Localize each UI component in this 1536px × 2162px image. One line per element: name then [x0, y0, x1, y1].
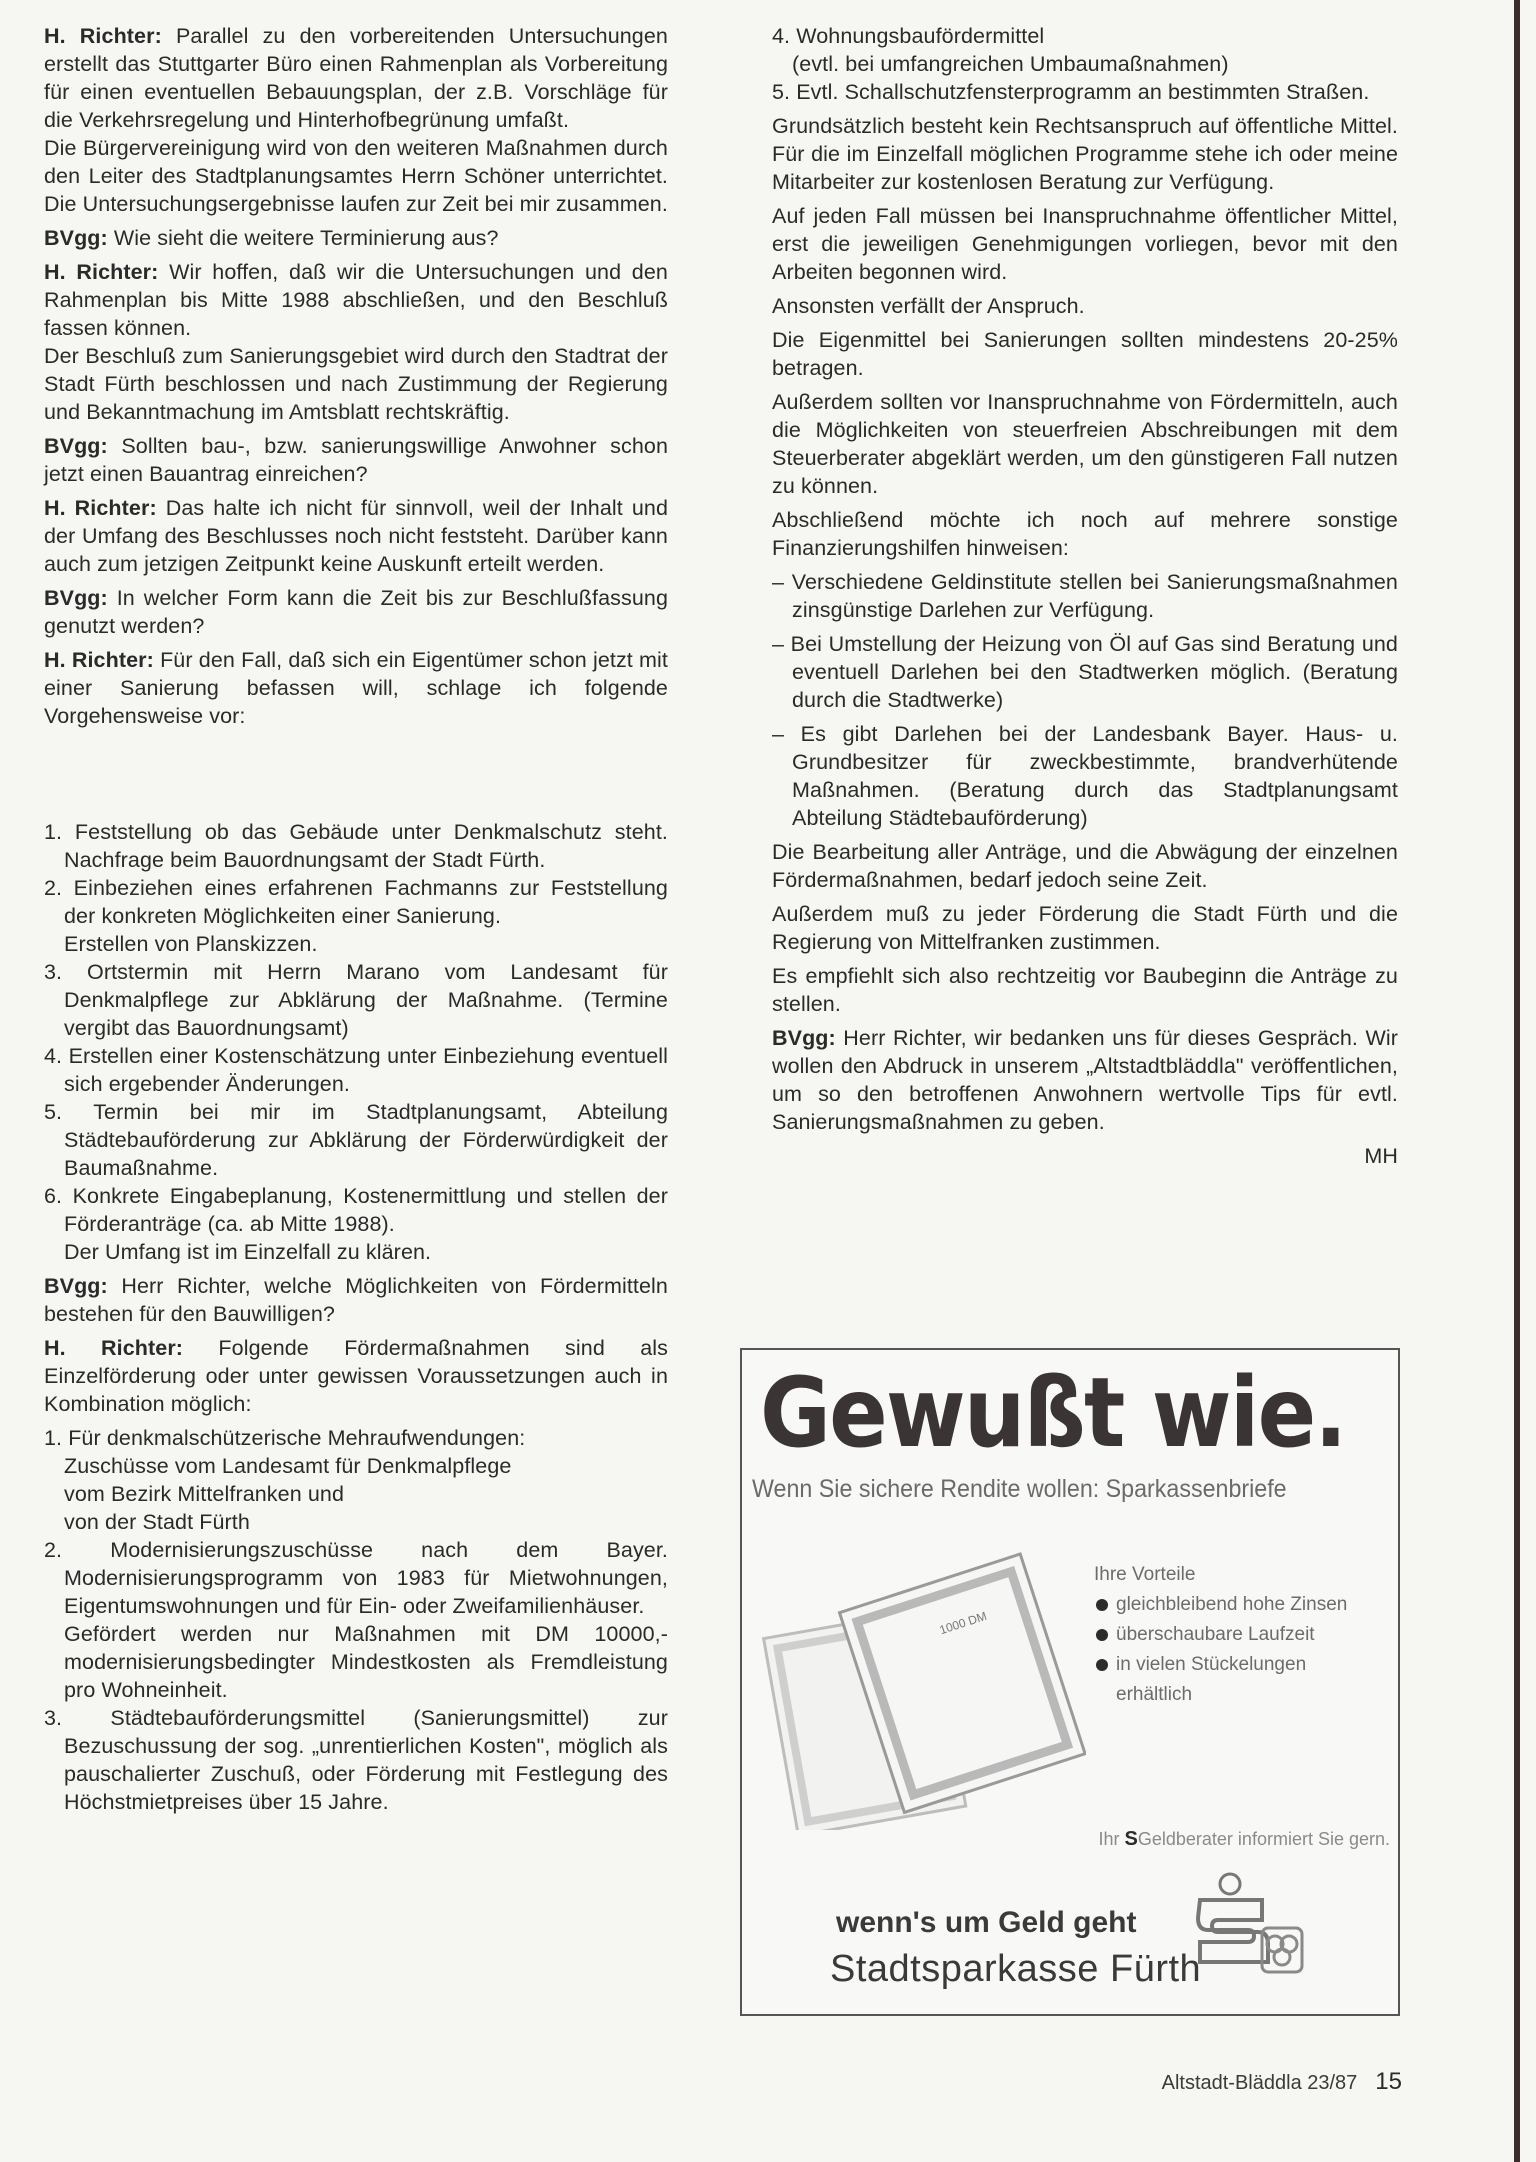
paragraph-text: Herr Richter, wir bedanken uns für dieses Gespräch. Wir wollen den Abdruck in unserem „Altstadtbläddla" veröffentlichen, um so den betroffenen Anwohnern wertvolle Tips für evtl. Sanierungsmaßnahmen zu geben. [772, 1026, 1398, 1134]
page-number: 15 [1375, 2068, 1402, 2095]
procedure-item: 4. Erstellen einer Kostenschätzung unter Einbeziehung eventuell sich ergebender Änderungen. [44, 1044, 668, 1096]
speaker-label: H. Richter: [44, 496, 157, 520]
page-footer [1112, 2068, 1402, 2096]
paragraph: Die Bearbeitung aller Anträge, und die Abwägung der einzelnen Fördermaßnahmen, bedarf jedoch seine Zeit. [772, 840, 1398, 892]
funding-item: 2. Modernisierungszuschüsse nach dem Bayer. Modernisierungsprogramm von 1983 für Mietwohnungen, Eigentumswohnungen und für Ein- oder Zweifamilienhäuser. Gefördert werden nur Maßnahmen mit DM 10000,- modernisierungsbedingter Mindestkosten als Fremdleistung pro Wohneinheit. [44, 1538, 668, 1702]
dash-item: – Verschiedene Geldinstitute stellen bei Sanierungsmaßnahmen zinsgünstige Darlehen zur Verfügung. [772, 570, 1398, 622]
funding-item: 3. Städtebauförderungsmittel (Sanierungsmittel) zur Bezuschussung der sog. „unrentierlichen Kosten", möglich als pauschalierter Zuschuß, oder Förderung mit Festlegung des Höchstmietpreises über 15 Jahre. [44, 1706, 668, 1814]
benefit-item-continuation: erhältlich [1116, 1684, 1193, 1705]
speaker-label: H. Richter: [44, 24, 162, 48]
paragraph: Es empfiehlt sich also rechtzeitig vor Baubeginn die Anträge zu stellen. [772, 964, 1398, 1016]
paragraph-text: In welcher Form kann die Zeit bis zur Beschlußfassung genutzt werden? [44, 586, 668, 638]
benefits-title: Ihre Vorteile [1094, 1564, 1196, 1585]
paragraph-text: Folgende Fördermaßnahmen sind als Einzelförderung oder unter gewissen Voraussetzungen auch in Kombination möglich: [44, 1336, 668, 1416]
sparkasse-s-icon: S [1124, 1828, 1138, 1850]
ad-advisor-line [742, 1828, 1390, 1851]
bank-name: Stadtsparkasse Fürth [830, 1948, 1202, 1990]
paragraph: Außerdem sollten vor Inanspruchnahme von Fördermitteln, auch die Möglichkeiten von steuerfreien Abschreibungen mit dem Steuerberater abgeklärt werden, um den günstigeren Fall nutzen zu können. [772, 390, 1398, 498]
left-column [44, 22, 668, 1816]
speaker-label: BVgg: [44, 226, 108, 250]
speaker-label: H. Richter: [44, 260, 159, 284]
paragraph [44, 1334, 668, 1418]
certificate-value: 1000 DM [937, 1608, 989, 1638]
sparkasse-logo-icon [1182, 1870, 1332, 2000]
speaker-label: H. Richter: [44, 1336, 184, 1360]
advisor-prefix: Ihr [1098, 1829, 1120, 1849]
speaker-label: BVgg: [44, 434, 108, 458]
paragraph [44, 224, 668, 252]
column-gap [44, 736, 668, 818]
paragraph-text: Herr Richter, welche Möglichkeiten von Fördermitteln bestehen für den Bauwilligen? [44, 1274, 668, 1326]
paragraph: Auf jeden Fall müssen bei Inanspruchnahme öffentlicher Mittel, erst die jeweiligen Genehmigungen vorliegen, bevor mit den Arbeiten begonnen wird. [772, 204, 1398, 284]
sparkasse-advertisement [740, 1348, 1400, 2016]
paragraph [44, 432, 668, 488]
paragraph: Außerdem muß zu jeder Förderung die Stadt Fürth und die Regierung von Mittelfranken zustimmen. [772, 902, 1398, 954]
dash-item: – Bei Umstellung der Heizung von Öl auf Gas sind Beratung und eventuell Darlehen bei den Stadtwerken möglich. (Beratung durch die Stadtwerke) [772, 632, 1398, 712]
dash-item: – Es gibt Darlehen bei der Landesbank Bayer. Haus- u. Grundbesitzer für zweckbestimmte, brandverhütende Maßnahmen. (Beratung durch das Stadtplanungsamt Abteilung Städtebauförderung) [772, 722, 1398, 830]
speaker-label: H. Richter: [44, 648, 154, 672]
paragraph-text: Für den Fall, daß sich ein Eigentümer schon jetzt mit einer Sanierung befassen will, schlage ich folgende Vorgehensweise vor: [44, 648, 668, 728]
paragraph-text: Sollten bau-, bzw. sanierungswillige Anwohner schon jetzt einen Bauantrag einreichen? [44, 434, 668, 486]
paragraph-text: Parallel zu den vorbereitenden Untersuchungen erstellt das Stuttgarter Büro einen Rahmenplan als Vorbereitung für einen eventuellen Bebauungsplan, der z.B. Vorschläge für die Verkehrsregelung und Hinterhofbegrünung umfaßt. Die Bürgervereinigung wird von den weiteren Maßnahmen durch den Leiter des Stadtplanungsamtes Herrn Schöner unterrichtet. Die Untersuchungsergebnisse laufen zur Zeit bei mir zusammen. [44, 24, 668, 216]
procedure-item: 5. Termin bei mir im Stadtplanungsamt, Abteilung Städtebauförderung zur Abklärung der Förderwürdigkeit der Baumaßnahme. [44, 1100, 668, 1180]
benefit-item: gleichbleibend hohe Zinsen [1094, 1590, 1384, 1620]
benefit-item: überschaubare Laufzeit [1094, 1620, 1384, 1650]
ad-slogan: wenn's um Geld geht [836, 1906, 1137, 1939]
funding-item: 5. Evtl. Schallschutzfensterprogramm an bestimmten Straßen. [772, 80, 1370, 104]
paragraph: Abschließend möchte ich noch auf mehrere sonstige Finanzierungshilfen hinweisen: [772, 508, 1398, 560]
procedure-item: 2. Einbeziehen eines erfahrenen Fachmanns zur Feststellung der konkreten Möglichkeiten einer Sanierung. Erstellen von Planskizzen. [44, 876, 668, 956]
ad-subline: Wenn Sie sichere Rendite wollen: Sparkassenbriefe [752, 1475, 1287, 1503]
right-column [772, 22, 1398, 1176]
paragraph [44, 584, 668, 640]
procedure-item: 6. Konkrete Eingabeplanung, Kostenermittlung und stellen der Förderanträge (ca. ab Mitte 1988). Der Umfang ist im Einzelfall zu klären. [44, 1184, 668, 1264]
certificate-illustration [756, 1530, 1086, 1830]
benefit-item: in vielen Stückelungen [1094, 1650, 1384, 1680]
paragraph [44, 258, 668, 426]
advisor-suffix: Geldberater informiert Sie gern. [1137, 1829, 1390, 1849]
page-edge-rule [1514, 0, 1520, 2162]
author-signature: MH [1364, 1144, 1398, 1168]
paragraph [44, 22, 668, 218]
ad-benefits [1094, 1560, 1384, 1710]
paragraph-text: Wie sieht die weitere Terminierung aus? [107, 226, 499, 250]
funding-item: 4. Wohnungsbaufördermittel (evtl. bei umfangreichen Umbaumaßnahmen) [772, 24, 1229, 76]
paragraph: Ansonsten verfällt der Anspruch. [772, 294, 1085, 318]
paragraph [44, 494, 668, 578]
funding-item: 1. Für denkmalschützerische Mehraufwendungen: Zuschüsse vom Landesamt für Denkmalpflege vom Bezirk Mittelfranken und von der Stadt Fürth [44, 1426, 526, 1534]
paragraph-text: Wir hoffen, daß wir die Untersuchungen und den Rahmenplan bis Mitte 1988 abschließen, und den Beschluß fassen können. Der Beschluß zum Sanierungsgebiet wird durch den Stadtrat der Stadt Fürth beschlossen und nach Zustimmung der Regierung und Bekanntmachung im Amtsblatt rechtskräftig. [44, 260, 668, 424]
procedure-item: 3. Ortstermin mit Herrn Marano vom Landesamt für Denkmalpflege zur Abklärung der Maßnahme. (Termine vergibt das Bauordnungsamt) [44, 960, 668, 1040]
paragraph [44, 646, 668, 730]
ad-headline: Gewußt wie. [760, 1357, 1346, 1469]
speaker-label: BVgg: [772, 1026, 836, 1050]
publication-name: Altstadt-Bläddla 23/87 [1161, 2072, 1358, 2094]
paragraph [772, 1024, 1398, 1136]
procedure-item: 1. Feststellung ob das Gebäude unter Denkmalschutz steht. Nachfrage beim Bauordnungsamt der Stadt Fürth. [44, 820, 668, 872]
speaker-label: BVgg: [44, 586, 108, 610]
paragraph: Die Eigenmittel bei Sanierungen sollten mindestens 20-25% betragen. [772, 328, 1398, 380]
paragraph: Grundsätzlich besteht kein Rechtsanspruch auf öffentliche Mittel. Für die im Einzelfall möglichen Programme stehe ich oder meine Mitarbeiter zur kostenlosen Beratung zur Verfügung. [772, 114, 1398, 194]
speaker-label: BVgg: [44, 1274, 108, 1298]
paragraph-text: Das halte ich nicht für sinnvoll, weil der Inhalt und der Umfang des Beschlusses noch nicht feststeht. Darüber kann auch zum jetzigen Zeitpunkt keine Auskunft erteilt werden. [44, 496, 668, 576]
paragraph [44, 1272, 668, 1328]
